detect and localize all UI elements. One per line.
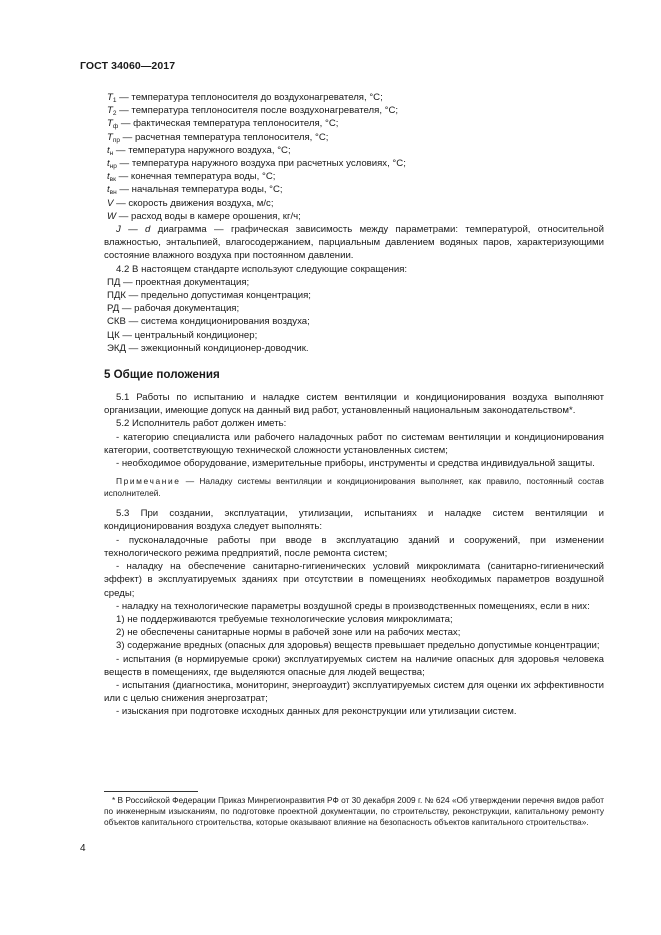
symbol: $T_1$ <box>107 92 117 104</box>
list-item: 1) не поддерживаются требуемые технологические условия микроклимата; <box>116 613 453 625</box>
definition-text: — температура наружного воздуха при расчетных условиях, °С; <box>116 158 406 170</box>
definition-Tf <box>104 117 604 130</box>
abbreviation-item: ПД — проектная документация; <box>107 276 250 288</box>
abbreviation-item: ЦК — центральный кондиционер; <box>107 329 258 341</box>
definition-text: — начальная температура воды, °С; <box>116 184 283 196</box>
definition-tvn <box>104 183 604 196</box>
definition-tnr <box>104 157 604 170</box>
symbol: $t_{нр}$ <box>107 158 117 171</box>
paragraph-5-2: 5.2 Исполнитель работ должен иметь: <box>116 418 287 430</box>
section-heading: 5 Общие положения <box>104 368 220 382</box>
abbreviation-item: РД — рабочая документация; <box>107 303 240 315</box>
definition-text: — расчетная температура теплоносителя, °С; <box>120 131 329 143</box>
definition-text: — температура теплоносителя после воздухонагревателя, °С; <box>116 105 399 117</box>
abbreviation-item: ПДК — предельно допустимая концентрация; <box>107 290 311 302</box>
definition-T2 <box>104 104 604 117</box>
definition-tn <box>104 144 604 157</box>
definition-text: — скорость движения воздуха, м/с; <box>113 197 274 209</box>
footnote: * В Российской Федерации Приказ Минрегионразвития РФ от 30 декабря 2009 г. № 624 «Об утверждении перечня видов работ по инженерным изысканиям, по подготовке проектной документации, по строительству, реконструкции, капитальному ремонту объектов капитального строительства, которые оказывают влияние на безопасность объектов капитального строительства». <box>104 795 604 828</box>
definition-text: — температура наружного воздуха, °С; <box>113 144 291 156</box>
definition-V <box>104 197 604 210</box>
symbol: $t_{вн}$ <box>107 184 117 197</box>
footnote-divider <box>104 791 198 792</box>
note <box>104 476 604 499</box>
note-text: — Наладку системы вентиляции и кондиционирования выполняет, как правило, постоянный состав исполнителей. <box>104 476 604 498</box>
standard-header: ГОСТ 34060—2017 <box>80 60 176 72</box>
symbol: $T_{пр}$ <box>107 131 121 144</box>
definition-text: — фактическая температура теплоносителя, °С; <box>118 118 339 130</box>
symbol: $T_ф$ <box>107 118 119 131</box>
definition-text: диаграмма — графическая зависимость между параметрами: температурой, относительной влажностью, энтальпией, влагосодержанием, парциальным давлением водяных паров, характеризующими состояние влажного воздуха при постоянном давлении. <box>104 224 604 262</box>
paragraph-5-3: 5.3 При создании, эксплуатации, утилизации, испытаниях и наладке систем вентиляции и кондиционирования воздуха следует выполнять: <box>104 508 604 533</box>
page-number: 4 <box>80 843 86 854</box>
list-item: - наладку на обеспечение санитарно-гигиенических условий микроклимата (санитарно-гигиенический эффект) в эксплуатируемых зданиях при отсутствии в помещениях необходимых параметров воздушной среды; <box>104 561 604 599</box>
definition-text: — конечная температура воды, °С; <box>115 171 276 183</box>
note-label: Примечание <box>116 476 181 487</box>
definition-tvk <box>104 170 604 183</box>
page-content <box>104 91 604 719</box>
symbol: V <box>107 197 114 209</box>
list-item: - испытания (диагностика, мониторинг, энергоаудит) эксплуатируемых систем для оценки их эффективности или с целью снижения энергозатрат; <box>104 679 604 705</box>
abbreviation-item: СКВ — система кондиционирования воздуха; <box>107 316 310 328</box>
list-item: - необходимое оборудование, измерительные приборы, инструменты и средства индивидуальной защиты. <box>116 458 595 470</box>
symbol: W <box>107 210 117 222</box>
symbol: $t_н$ <box>107 144 114 157</box>
symbol: $T_2$ <box>107 105 117 118</box>
definition-Tpr <box>104 131 604 144</box>
list-item: - испытания (в нормируемые сроки) эксплуатируемых систем на наличие опасных для здоровья человека веществ в помещениях, где выделяются опасные для людей вещества; <box>104 653 604 678</box>
symbol: $t_{вк}$ <box>107 171 116 184</box>
definition-text: — расход воды в камере орошения, кг/ч; <box>116 210 301 222</box>
abbreviations-intro: 4.2 В настоящем стандарте используют следующие сокращения: <box>116 263 408 275</box>
list-item: 3) содержание вредных (опасных для здоровья) веществ превышает предельно допустимые концентрации; <box>116 640 600 652</box>
list-item: - наладку на технологические параметры воздушной среды в производственных помещениях, если в них: <box>116 600 590 612</box>
definition-text: — температура теплоносителя до воздухонагревателя, °С; <box>116 92 383 103</box>
list-item: - пусконаладочные работы при вводе в эксплуатацию зданий и сооружений, при изменении технологического режима предприятий, после ремонта систем; <box>104 534 604 559</box>
definition-W <box>104 210 604 223</box>
list-item: - изыскания при подготовке исходных данных для реконструкции или утилизации систем. <box>116 706 517 718</box>
paragraph-5-1: 5.1 Работы по испытанию и наладке систем вентиляции и кондиционирования воздуха выполняют организации, имеющие допуск на данный вид работ, установленный национальным законодательством*. <box>104 392 604 417</box>
list-item: - категорию специалиста или рабочего наладочных работ по системам вентиляции и кондиционирования категории, соответствующую технической сложности установленных систем; <box>104 431 604 456</box>
abbreviation-item: ЭКД — эжекционный кондиционер-доводчик. <box>107 342 309 354</box>
list-item: 2) не обеспечены санитарные нормы в рабочей зоне или на рабочих местах; <box>116 627 461 639</box>
definition-jd <box>104 223 604 263</box>
definition-T1 <box>104 91 604 104</box>
symbol: J — d <box>116 224 151 236</box>
